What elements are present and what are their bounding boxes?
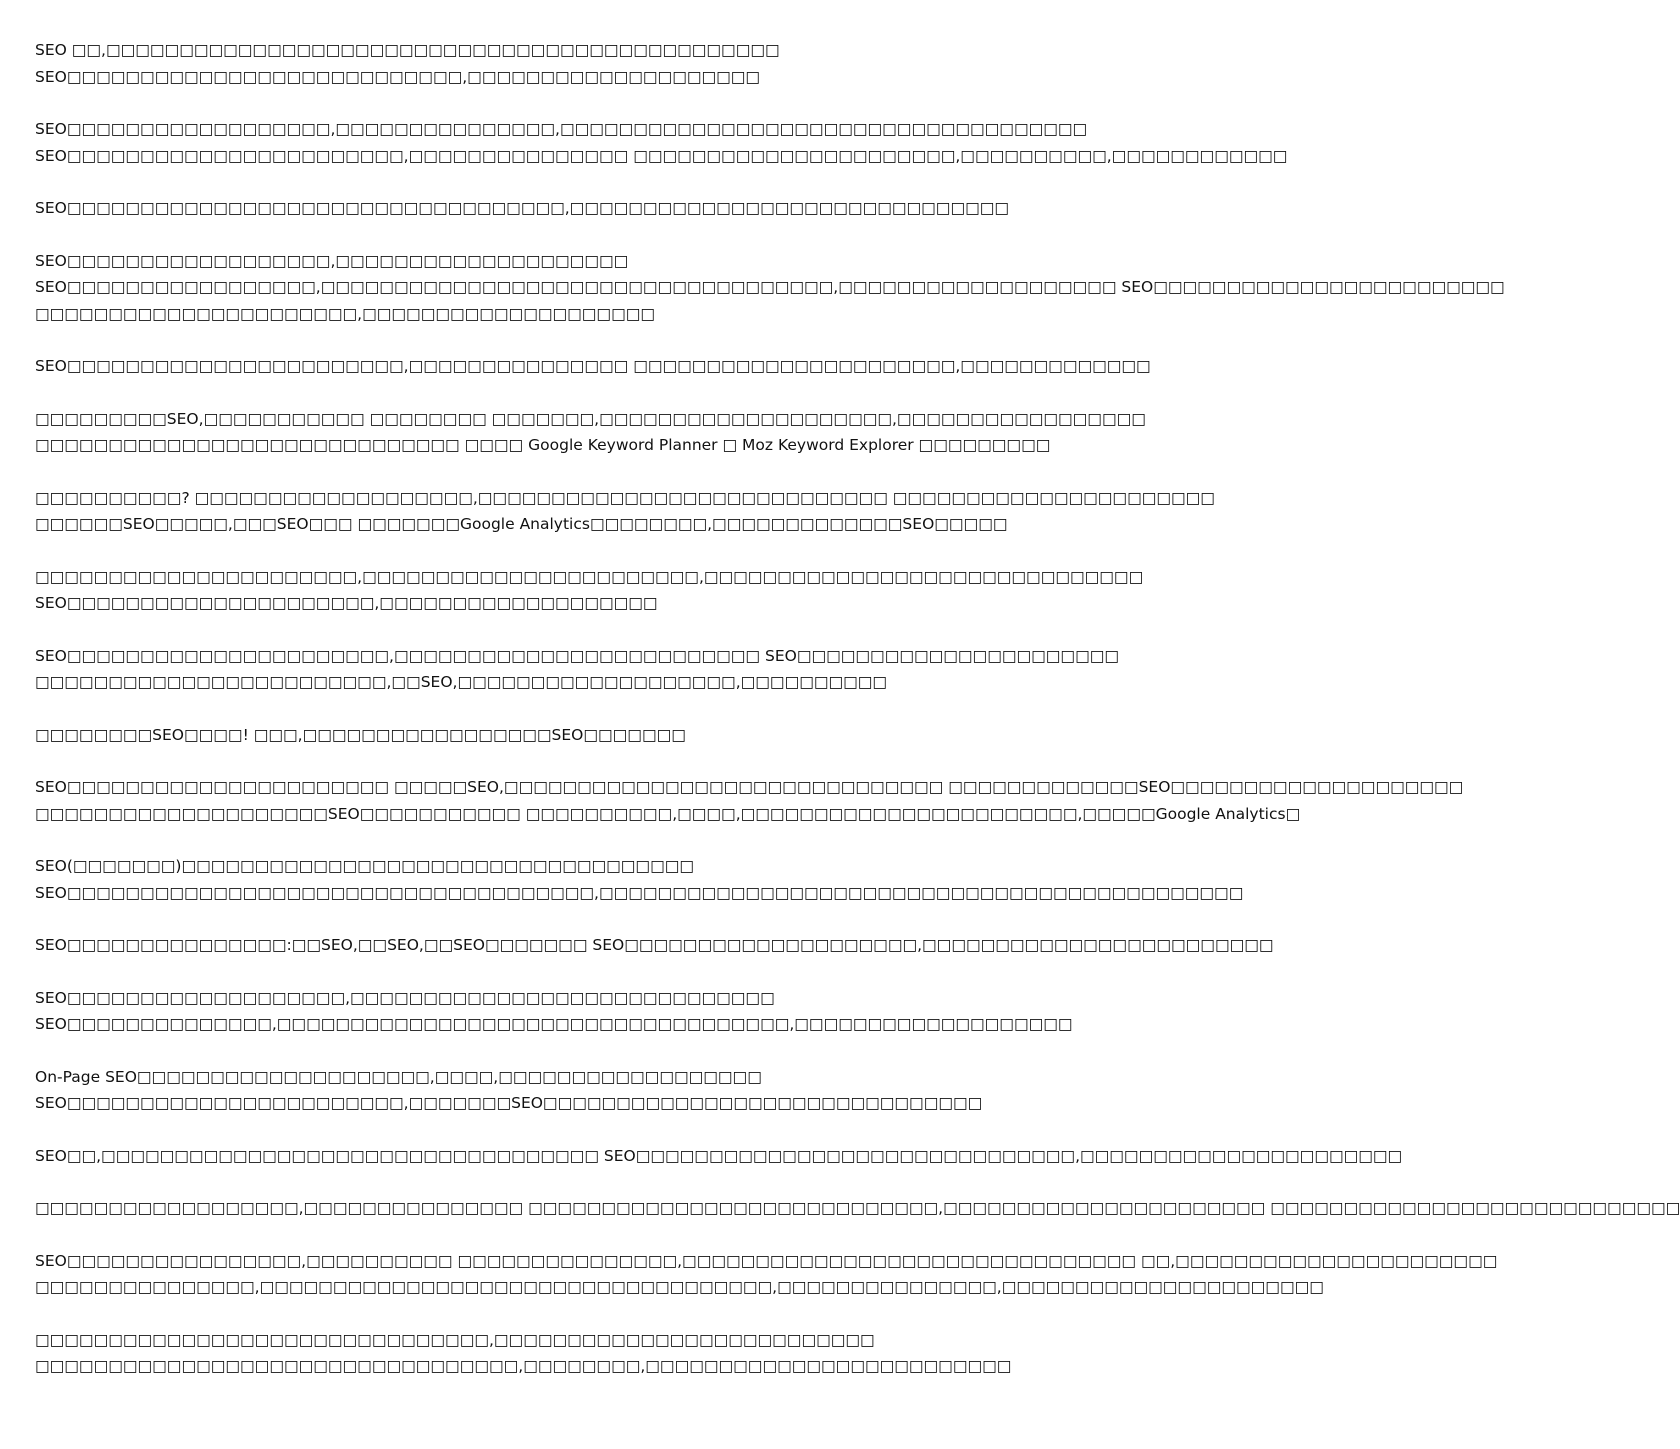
text-line: SEO□□□□□□□□□□□□□□□□,□□□□□□□□□□ □□□□□□□□□□□□□□□,□□□□□□□□□□□□□□□□□□□□□□□□□□□□□□□ □□,□□□□□□□□□□□□□□□□□□□□□□ bbox=[35, 1251, 1498, 1270]
text-paragraph bbox=[35, 1248, 1498, 1301]
text-line: □□□□□□□□□□? □□□□□□□□□□□□□□□□□□□,□□□□□□□□□□□□□□□□□□□□□□□□□□□□ □□□□□□□□□□□□□□□□□□□□□□ bbox=[35, 488, 1215, 507]
text-paragraph bbox=[35, 485, 1215, 538]
text-paragraph bbox=[35, 1195, 1680, 1222]
text-line: □□□□□□□□□SEO,□□□□□□□□□□□ □□□□□□□□ □□□□□□□,□□□□□□□□□□□□□□□□□□□□,□□□□□□□□□□□□□□□□□ bbox=[35, 409, 1146, 428]
text-paragraph bbox=[35, 722, 995, 749]
text-line: On-Page SEO□□□□□□□□□□□□□□□□□□□□,□□□□,□□□□□□□□□□□□□□□□□□ bbox=[35, 1067, 762, 1086]
text-paragraph bbox=[35, 248, 1505, 328]
text-line: SEO□□□□□□□□□□□□□□□□□□□□□□□□□□□□□□□□□□,□□□□□□□□□□□□□□□□□□□□□□□□□□□□□□ bbox=[35, 199, 1010, 217]
text-paragraph bbox=[35, 932, 1274, 959]
text-line: SEO(□□□□□□□)□□□□□□□□□□□□□□□□□□□□□□□□□□□□□□□□□□□ bbox=[35, 857, 695, 875]
text-line: □□□□□□SEO□□□□□,□□□SEO□□□ □□□□□□□Google Analytics□□□□□□□□,□□□□□□□□□□□□□SEO□□□□□ bbox=[35, 515, 1008, 533]
text-paragraph bbox=[35, 116, 1288, 169]
text-line: □□□□□□□□□□□□□□□,□□□□□□□□□□□□□□□□□□□□□□□□□□□□□□□□□□□,□□□□□□□□□□□□□□□,□□□□□□□□□□□□□□□□□□□□□□ bbox=[35, 1278, 1324, 1296]
text-line: SEO□□□□□□□□□□□□□□□□□,□□□□□□□□□□□□□□□□□□□□□□□□□□□□□□□□□□□,□□□□□□□□□□□□□□□□□□□ SEO□□□□□□□□□□□□□□□□□□□□□□□□ bbox=[35, 278, 1505, 296]
text-paragraph bbox=[35, 853, 1244, 906]
text-line: □□□□□□□□□□□□□□□□□□□□□□□□□□□□□□□,□□□□□□□□□□□□□□□□□□□□□□□□□□ bbox=[35, 1330, 875, 1349]
text-paragraph bbox=[35, 353, 1151, 380]
text-paragraph bbox=[35, 406, 1146, 459]
text-paragraph bbox=[35, 1143, 1403, 1170]
text-paragraph bbox=[35, 774, 1464, 827]
text-line: SEO□□□□□□□□□□□□□□□□□□□□□□□,□□□□□□□SEO□□□□□□□□□□□□□□□□□□□□□□□□□□□□□□ bbox=[35, 1094, 983, 1112]
text-line: SEO□□□□□□□□□□□□□□□□□□□□□□□□□□□,□□□□□□□□□□□□□□□□□□□□ bbox=[35, 67, 761, 86]
text-line: SEO□□□□□□□□□□□□□□□□□□,□□□□□□□□□□□□□□□,□□□□□□□□□□□□□□□□□□□□□□□□□□□□□□□□□□□□ bbox=[35, 120, 1088, 138]
text-line: SEO□□□□□□□□□□□□□□□□□□,□□□□□□□□□□□□□□□□□□□□ bbox=[35, 251, 629, 270]
text-line: □□□□□□□□□□□□□□□□□□□□□□□□□□□□□□□□□,□□□□□□□□,□□□□□□□□□□□□□□□□□□□□□□□□□ bbox=[35, 1357, 1012, 1375]
text-line: SEO□□□□□□□□□□□□□□□□□□□□□□□,□□□□□□□□□□□□□□□ □□□□□□□□□□□□□□□□□□□□□□,□□□□□□□□□□□□□ bbox=[35, 357, 1151, 375]
text-line: □□□□□□□□□□□□□□□□□□□□□□□□□□□□□ □□□□ Google Keyword Planner □ Moz Keyword Explorer □□□□□□□□□ bbox=[35, 436, 1051, 454]
text-line: SEO□□□□□□□□□□□□□□□□□□□□□□□,□□□□□□□□□□□□□□□ □□□□□□□□□□□□□□□□□□□□□□,□□□□□□□□□□,□□□□□□□□□□□□ bbox=[35, 146, 1288, 165]
text-line: SEO□□□□□□□□□□□□□□□□□□□□□□□□□□□□□□□□□□□□,□□□□□□□□□□□□□□□□□□□□□□□□□□□□□□□□□□□□□□□□□□□□ bbox=[35, 883, 1244, 902]
text-line: SEO □□,□□□□□□□□□□□□□□□□□□□□□□□□□□□□□□□□□□□□□□□□□□□□□□ bbox=[35, 41, 780, 59]
text-line: □□□□□□□□□□□□□□□□□□□□□□,□□□□□□□□□□□□□□□□□□□□□□□,□□□□□□□□□□□□□□□□□□□□□□□□□□□□□□ bbox=[35, 567, 1144, 586]
text-line: SEO□□□□□□□□□□□□□□□□□□□□□□,□□□□□□□□□□□□□□□□□□□□□□□□□ SEO□□□□□□□□□□□□□□□□□□□□□□ bbox=[35, 646, 1120, 665]
text-paragraph bbox=[35, 1064, 995, 1117]
document-page bbox=[35, 37, 1680, 1406]
text-line: □□□□□□□□□□□□□□□□□□,□□□□□□□□□□□□□□□ □□□□□□□□□□□□□□□□□□□□□□□□□□□□,□□□□□□□□□□□□□□□□□□□□□□ □□□□□□□□□□□□□□□□□□□□□□□□□□□□ bbox=[35, 1199, 1680, 1217]
text-line: □□□□□□□□□□□□□□□□□□□□□□□□,□□SEO,□□□□□□□□□□□□□□□□□□□,□□□□□□□□□□ bbox=[35, 673, 888, 691]
text-paragraph bbox=[35, 564, 1144, 617]
text-line: SEO□□□□□□□□□□□□□□□□□□□□□□ □□□□□SEO,□□□□□□□□□□□□□□□□□□□□□□□□□□□□□□ □□□□□□□□□□□□□SEO□□□□□□□□□□□□□□□□□□□□ bbox=[35, 778, 1464, 796]
text-line: SEO□□□□□□□□□□□□□□□□□□□□□,□□□□□□□□□□□□□□□□□□□ bbox=[35, 594, 658, 612]
text-paragraph bbox=[35, 985, 1073, 1038]
text-line: SEO□□,□□□□□□□□□□□□□□□□□□□□□□□□□□□□□□□□□□ SEO□□□□□□□□□□□□□□□□□□□□□□□□□□□□□□,□□□□□□□□□□□□□□□□□□□□□□ bbox=[35, 1146, 1403, 1165]
text-line: □□□□□□□□□□□□□□□□□□□□SEO□□□□□□□□□□□ □□□□□□□□□□,□□□□,□□□□□□□□□□□□□□□□□□□□□□□,□□□□□Google Analytics□ bbox=[35, 804, 1301, 823]
text-line: SEO□□□□□□□□□□□□□□,□□□□□□□□□□□□□□□□□□□□□□□□□□□□□□□□□□□,□□□□□□□□□□□□□□□□□□□ bbox=[35, 1015, 1073, 1033]
text-paragraph bbox=[35, 1327, 1012, 1380]
text-line: SEO□□□□□□□□□□□□□□□:□□SEO,□□SEO,□□SEO□□□□□□□ SEO□□□□□□□□□□□□□□□□□□□□,□□□□□□□□□□□□□□□□□□□□□□□□ bbox=[35, 936, 1274, 954]
text-line: □□□□□□□□□□□□□□□□□□□□□□,□□□□□□□□□□□□□□□□□□□□ bbox=[35, 304, 656, 323]
text-paragraph bbox=[35, 195, 1010, 222]
text-line: SEO□□□□□□□□□□□□□□□□□□□,□□□□□□□□□□□□□□□□□□□□□□□□□□□□□ bbox=[35, 988, 775, 1007]
text-paragraph bbox=[35, 643, 1120, 696]
text-paragraph bbox=[35, 37, 995, 90]
text-line: □□□□□□□□SEO□□□□! □□□,□□□□□□□□□□□□□□□□□SEO□□□□□□□ bbox=[35, 725, 686, 744]
